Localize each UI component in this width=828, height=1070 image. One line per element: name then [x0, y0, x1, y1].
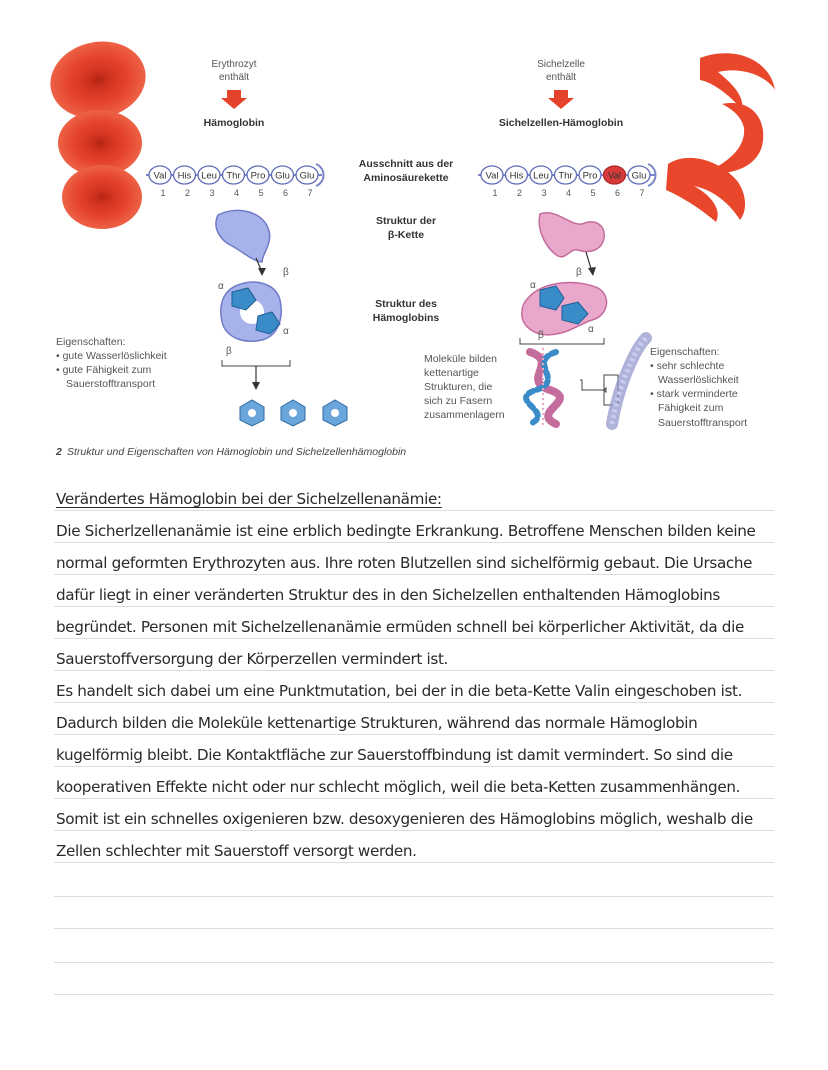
ruled-line: [54, 994, 774, 995]
ruled-line: [54, 734, 774, 735]
left-property-1: • gute Wasserlöslichkeit: [56, 350, 167, 362]
amino-acid-position: 6: [282, 188, 289, 198]
ruled-line: [54, 510, 774, 511]
amino-acid-label: His: [177, 170, 192, 182]
ruled-line: [54, 962, 774, 963]
center-row3-line1: Struktur des: [375, 298, 437, 310]
amino-acid-label: Glu: [631, 170, 647, 182]
left-property-3: Sauerstofftransport: [66, 378, 156, 390]
notes-line-3: dafür liegt in einer veränderten Struktur des in den Sichelzellen enthaltenden Hämoglobins: [56, 586, 720, 604]
notes-line-2: normal geformten Erythrozyten aus. Ihre roten Blutzellen sind sichelförmig gebaut. Die Ursache: [56, 554, 753, 572]
amino-acid-label: Thr: [558, 170, 573, 182]
notes-section: [0, 478, 828, 1038]
ruled-line: [54, 574, 774, 575]
amino-acid-label: Thr: [226, 170, 241, 182]
ruled-line: [54, 896, 774, 897]
amino-acid-label: Leu: [533, 170, 549, 182]
sickle-cells: [666, 53, 775, 222]
center-row1-line2: Aminosäurekette: [363, 172, 449, 184]
amino-acid-position: 5: [258, 188, 264, 198]
notes-line-5: Sauerstoffversorgung der Körperzellen vermindert ist.: [56, 650, 449, 668]
ruled-line: [54, 606, 774, 607]
right-property-1: • sehr schlechte: [650, 360, 725, 372]
right-property-4: Fähigkeit zum: [658, 402, 724, 414]
left-alpha-label-2: α: [283, 326, 289, 337]
notes-line-9: kooperativen Effekte nicht oder nur schlecht möglich, weil die beta-Ketten zusammenhängen.: [56, 778, 741, 796]
notes-line-10: Somit ist ein schnelles oxigenieren bzw. desoxygenieren des Hämoglobins möglich, weshalb die: [56, 810, 753, 828]
amino-acid-position: 5: [590, 188, 596, 198]
amino-acid-label: Val: [607, 170, 622, 182]
amino-acid-label: Pro: [250, 170, 266, 182]
left-arrow-head-icon: [258, 268, 266, 276]
right-alpha-label-1: α: [530, 280, 536, 291]
amino-acid-position: 2: [184, 188, 191, 198]
right-beta-label-1: β: [576, 267, 582, 278]
center-row2-line1: Struktur der: [375, 215, 437, 227]
amino-acid-label: Val: [153, 170, 167, 182]
ruled-line: [54, 798, 774, 799]
ruled-line: [54, 862, 774, 863]
amino-acid-position: 4: [233, 188, 240, 198]
left-property-2: • gute Fähigkeit zum: [56, 364, 152, 376]
left-alpha-label-1: α: [218, 281, 224, 292]
amino-acid-position: 1: [492, 188, 498, 198]
notes-line-8: kugelförmig bleibt. Die Kontaktfläche zur Sauerstoffbindung ist damit vermindert. So sind die: [56, 746, 733, 764]
amino-acid-position: 7: [639, 188, 645, 198]
amino-acid-position: 4: [565, 188, 572, 198]
notes-line-7: Dadurch bilden die Moleküle kettenartige Strukturen, während das normale Hämoglobin: [56, 714, 698, 732]
amino-acid-label: Glu: [275, 170, 290, 182]
center-row1-line1: Ausschnitt aus der: [358, 158, 454, 170]
ruled-line: [54, 702, 774, 703]
amino-acid-position: 3: [209, 188, 215, 198]
globular-molecules: [240, 400, 347, 426]
caption-number: 2: [56, 446, 62, 458]
left-properties-title: Eigenschaften:: [56, 336, 126, 348]
ruled-line: [54, 542, 774, 543]
ruled-line: [54, 670, 774, 671]
right-property-3: • stark verminderte: [650, 388, 738, 400]
right-alpha-label-2: α: [588, 324, 594, 335]
sickle-fiber-chain: [526, 348, 560, 428]
right-property-5: Sauerstofftransport: [658, 417, 748, 429]
right-beta-chain-shape: [539, 213, 604, 257]
hemoglobin-figure: [0, 0, 828, 470]
right-label-line1: Sichelzelle: [537, 59, 585, 70]
amino-acid-position: 7: [307, 188, 313, 198]
notes-line-1: Die Sicherlzellenanämie ist eine erblich bedingte Erkrankung. Betroffene Menschen bilden keine: [56, 522, 756, 540]
left-bracket: [222, 360, 290, 366]
ruled-line: [54, 928, 774, 929]
erythrocyte-cells: [43, 33, 153, 229]
notes-line-11: Zellen schlechter mit Sauerstoff versorgt werden.: [56, 842, 417, 860]
amino-acid-label: Val: [485, 170, 499, 182]
left-protein-label: Hämoglobin: [203, 117, 265, 129]
amino-acid-position: 1: [160, 188, 166, 198]
fiber-bundle: [612, 338, 646, 424]
fiber-connector: [580, 380, 606, 392]
left-label-line2: enthält: [218, 72, 250, 83]
right-label-line2: enthält: [545, 72, 577, 83]
right-down-arrow-icon: [548, 90, 574, 109]
right-beta-label-2: β: [538, 330, 544, 341]
amino-acid-label: Glu: [299, 170, 315, 182]
right-arrow-head-icon: [588, 267, 596, 276]
right-protein-label: Sichelzellen-Hämoglobin: [498, 117, 624, 129]
left-amino-chain: [149, 166, 318, 198]
fiber-note-line2: kettenartige: [424, 367, 479, 379]
amino-acid-label: Pro: [582, 170, 598, 182]
amino-acid-position: 6: [614, 188, 621, 198]
left-label-line1: Erythrozyt: [211, 59, 257, 70]
fiber-note-line3: Strukturen, die: [424, 381, 493, 393]
left-down-arrow-head-icon: [252, 382, 260, 390]
left-down-arrow-icon: [221, 90, 247, 109]
notes-heading: Verändertes Hämoglobin bei der Sichelzellenanämie:: [56, 490, 442, 508]
figure-caption: Struktur und Eigenschaften von Hämoglobin und Sichelzellenhämoglobin: [67, 446, 407, 458]
notes-line-4: begründet. Personen mit Sichelzellenanämie ermüden schnell bei körperlicher Aktivität, da die: [56, 618, 744, 636]
fiber-note-line4: sich zu Fasern: [424, 395, 493, 407]
fiber-note-line1: Moleküle bilden: [424, 353, 497, 365]
right-amino-chain: [481, 166, 650, 198]
center-row3-line2: Hämoglobins: [372, 312, 440, 324]
right-bracket: [520, 338, 604, 344]
amino-acid-position: 3: [541, 188, 547, 198]
amino-acid-label: His: [509, 170, 524, 182]
amino-acid-label: Leu: [201, 170, 217, 182]
ruled-line: [54, 766, 774, 767]
fiber-note-line5: zusammenlagern: [424, 409, 505, 421]
center-row2-line2: β-Kette: [387, 229, 425, 241]
ruled-line: [54, 830, 774, 831]
notes-line-6: Es handelt sich dabei um eine Punktmutation, bei der in die beta-Kette Valin eingeschoben ist.: [56, 682, 743, 700]
left-beta-chain-shape: [216, 210, 270, 262]
right-property-2: Wasserlöslichkeit: [658, 374, 739, 386]
right-properties-title: Eigenschaften:: [650, 346, 720, 358]
amino-acid-position: 2: [516, 188, 523, 198]
ruled-line: [54, 638, 774, 639]
left-hemoglobin-tetramer: [221, 282, 281, 341]
left-beta-label-2: β: [226, 346, 232, 357]
left-beta-label-1: β: [283, 267, 289, 278]
